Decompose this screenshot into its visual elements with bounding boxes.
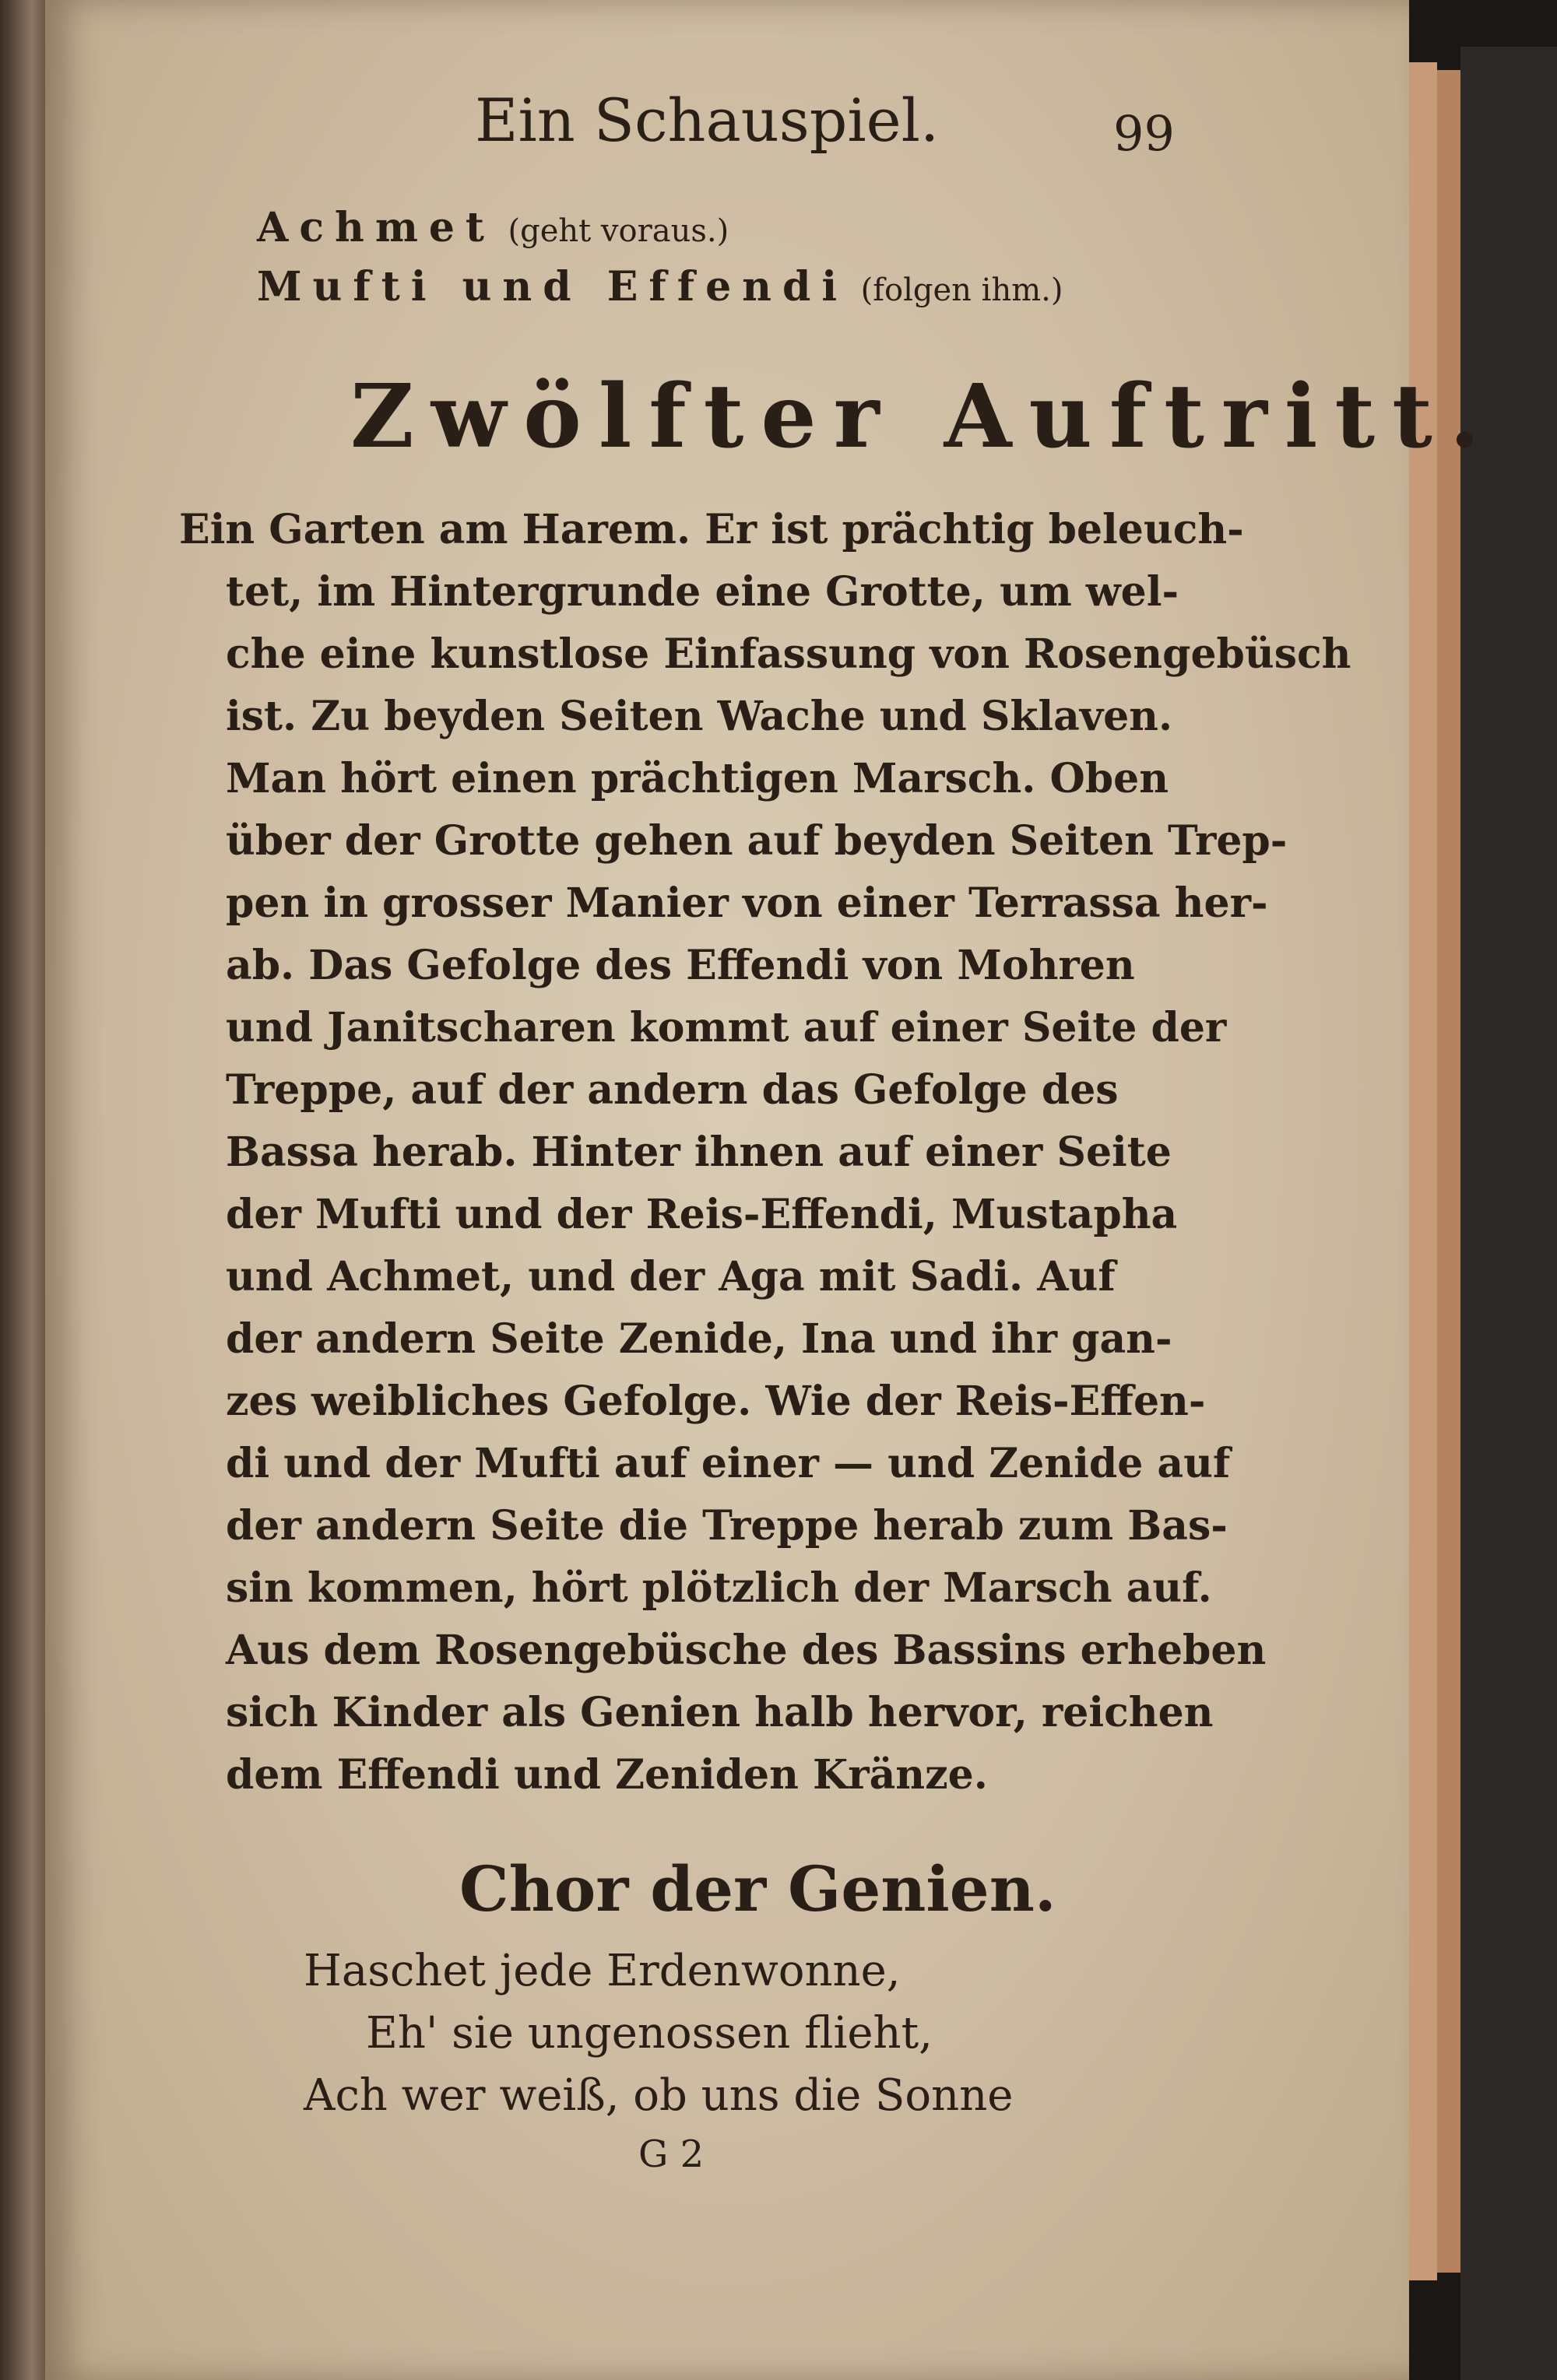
body-line: Man hört einen prächtigen Marsch. Oben	[226, 755, 1169, 802]
body-line: pen in grosser Manier von einer Terrassa her-	[226, 879, 1268, 927]
chorus-title: Chor der Genien.	[459, 1852, 1056, 1925]
stage-direction	[257, 204, 729, 251]
body-line: dem Effendi und Zeniden Kränze.	[226, 1751, 988, 1799]
stage-direction-name: Mufti und Effendi	[257, 263, 849, 311]
stage-direction-name: Achmet	[257, 204, 495, 251]
body-line: der Mufti und der Reis-Effendi, Mustapha	[226, 1191, 1178, 1238]
verse-line: Eh' sie ungenossen flieht,	[366, 2008, 933, 2059]
signature-mark: G 2	[638, 2133, 705, 2176]
body-line: di und der Mufti auf einer — und Zenide auf	[226, 1440, 1231, 1487]
facing-page-edge	[0, 0, 45, 2380]
body-line: der andern Seite die Treppe herab zum Bas-	[226, 1502, 1228, 1550]
body-line: zes weibliches Gefolge. Wie der Reis-Effen-	[226, 1378, 1206, 1425]
body-line: Aus dem Rosengebüsche des Bassins erheben	[226, 1627, 1267, 1674]
stage-direction	[257, 263, 1063, 311]
body-line: ab. Das Gefolge des Effendi von Mohren	[226, 942, 1135, 989]
body-line: che eine kunstlose Einfassung von Rosengebüsch	[226, 630, 1351, 678]
page-number: 99	[1113, 105, 1175, 162]
body-line: sich Kinder als Genien halb hervor, reichen	[226, 1689, 1214, 1736]
body-line: über der Grotte gehen auf beyden Seiten Trep-	[226, 817, 1288, 865]
running-head: Ein Schauspiel.	[475, 86, 940, 155]
stage-direction-note: (folgen ihm.)	[860, 272, 1063, 308]
verse-line: Ach wer weiß, ob uns die Sonne	[304, 2070, 1014, 2121]
body-line: und Janitscharen kommt auf einer Seite der	[226, 1004, 1227, 1051]
body-line: der andern Seite Zenide, Ina und ihr gan-	[226, 1315, 1172, 1363]
verse-line: Haschet jede Erdenwonne,	[304, 1946, 901, 1996]
scene-title: Zwölfter Auftritt.	[350, 366, 1497, 468]
body-line: Ein Garten am Harem. Er ist prächtig beleuch-	[179, 506, 1244, 553]
body-line: sin kommen, hört plötzlich der Marsch auf.	[226, 1564, 1212, 1612]
body-line: und Achmet, und der Aga mit Sadi. Auf	[226, 1253, 1116, 1301]
body-line: Treppe, auf der andern das Gefolge des	[226, 1066, 1119, 1114]
stage-direction-note: (geht voraus.)	[508, 213, 729, 249]
body-line: tet, im Hintergrunde eine Grotte, um wel-	[226, 568, 1179, 616]
body-line: ist. Zu beyden Seiten Wache und Sklaven.	[226, 693, 1173, 740]
body-line: Bassa herab. Hinter ihnen auf einer Seite	[226, 1129, 1172, 1176]
